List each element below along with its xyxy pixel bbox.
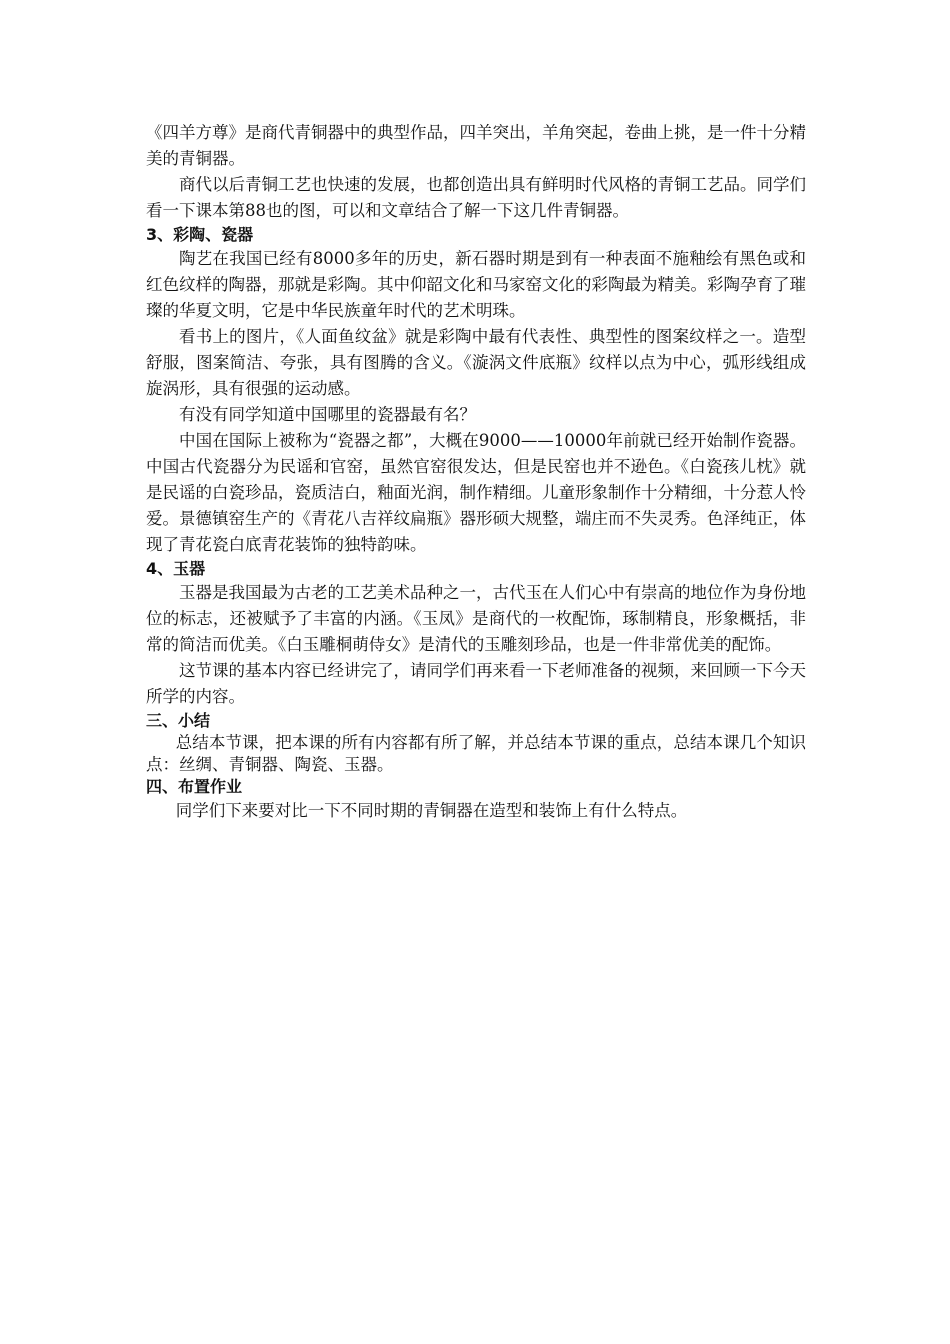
paragraph-video-review: 这节课的基本内容已经讲完了，请同学们再来看一下老师准备的视频，来回顾一下今天所学的内容。 [146,661,806,706]
paragraph-homework: 同学们下来要对比一下不同时期的青铜器在造型和装饰上有什么特点。 [175,801,688,820]
paragraph-pottery-history: 陶艺在我国已经有8000多年的历史，新石器时期是到有一种表面不施釉绘有黑色或和红色纹样的陶器，那就是彩陶。其中仰韶文化和马家窑文化的彩陶最为精美。彩陶孕育了璀璨的华夏文明，它是中华民族童年时代的艺术明珠。 [146,249,806,320]
paragraph-four-goat-zun: 《四羊方尊》是商代青铜器中的典型作品，四羊突出，羊角突起，卷曲上挑，是一件十分精美的青铜器。 [146,123,806,168]
paragraph-porcelain-question: 有没有同学知道中国哪里的瓷器最有名？ [179,405,476,424]
heading-painted-pottery-porcelain: 3、彩陶、瓷器 [146,225,254,244]
heading-jade: 4、玉器 [146,559,206,578]
paragraph-jade-ware: 玉器是我国最为古老的工艺美术品种之一，古代玉在人们心中有崇高的地位作为身份地位的标志，还被赋予了丰富的内涵。《玉凤》是商代的一枚配饰，琢制精良，形象概括，非常的简洁而优美。《白玉雕桐萌侍女》是清代的玉雕刻珍品，也是一件非常优美的配饰。 [146,583,806,654]
document-body [146,120,806,824]
heading-homework: 四、布置作业 [146,777,243,796]
heading-summary: 三、小结 [146,711,211,730]
paragraph-fish-basin: 看书上的图片，《人面鱼纹盆》就是彩陶中最有代表性、典型性的图案纹样之一。造型舒服，图案简洁、夸张，具有图腾的含义。《漩涡文件底瓶》纹样以点为中心，弧形线组成旋涡形，具有很强的运动感。 [146,327,806,398]
paragraph-porcelain-capital: 中国在国际上被称为“瓷器之都”，大概在9000——10000年前就已经开始制作瓷器。中国古代瓷器分为民谣和官窑，虽然官窑很发达，但是民窑也并不逊色。《白瓷孩儿枕》就是民谣的白瓷珍品，瓷质洁白，釉面光润，制作精细。儿童形象制作十分精细，十分惹人怜爱。景德镇窑生产的《青花八吉祥纹扁瓶》器形硕大规整，端庄而不失灵秀。色泽纯正，体现了青花瓷白底青花装饰的独特韵味。 [146,431,806,554]
paragraph-bronze-development: 商代以后青铜工艺也快速的发展，也都创造出具有鲜明时代风格的青铜工艺品。同学们看一下课本第88也的图，可以和文章结合了解一下这几件青铜器。 [146,175,806,220]
paragraph-summary: 总结本节课，把本课的所有内容都有所了解，并总结本节课的重点，总结本课几个知识点：丝绸、青铜器、陶瓷、玉器。 [146,733,806,774]
